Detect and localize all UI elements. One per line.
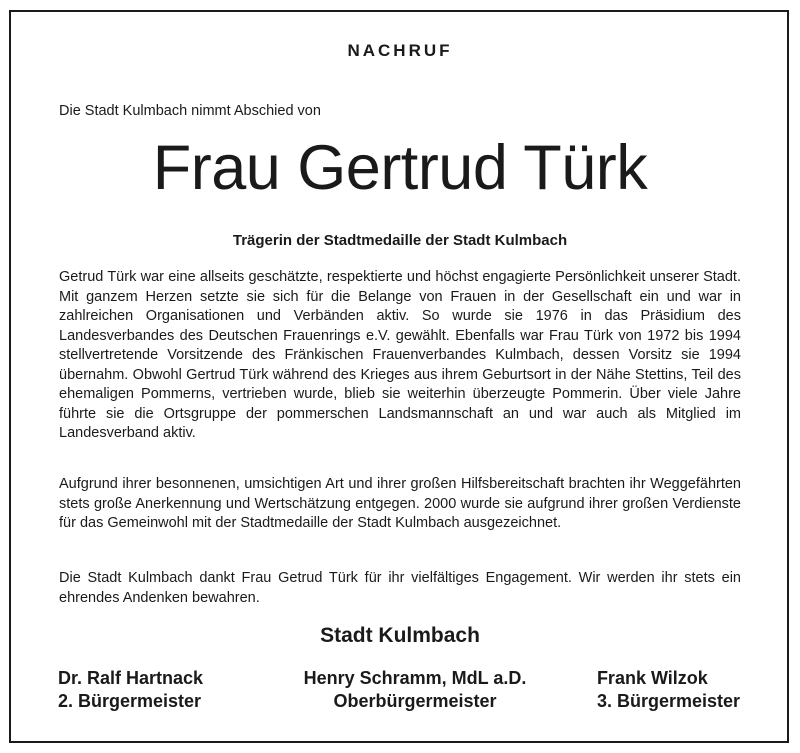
signatory-name: Dr. Ralf Hartnack [58,668,204,688]
obituary-paragraph-1: Getrud Türk war eine allseits geschätzte, respektierte und höchst engagierte Persönlichkeit unserer Stadt. Mit ganzem Herzen setzte sie sich für die Belange von Frauen in der Gesellschaft ein und war in zahlreichen Organisationen und Verbänden aktiv. So wurde sie 1976 in das Präsidium des Landesverbandes des Deutschen Frauenrings e.V. gewählt. Ebenfalls war Frau Türk von 1972 bis 1994 stellvertretende Vorsitzende des Fränkischen Frauenverbandes Kulmbach, dessen Vorsitz sie 1994 übernahm. Obwohl Gertrud Türk während des Krieges aus ihrem Geburtsort in der Nähe Stettins, Teil des ehemaligen Pommerns, vertrieben wurde, blieb sie weiterhin überzeugte Pommerin. Über viele Jahre führte sie die Ortsgruppe der pommerschen Landsmannschaft an und war auch als Mitglied im Landesverband aktiv. [59,269,741,441]
signatory-1 [58,667,203,713]
intro-line: Die Stadt Kulmbach nimmt Abschied von [59,103,321,119]
signatory-name: Henry Schramm, MdL a.D. [303,668,527,688]
honor-line: Trägerin der Stadtmedaille der Stadt Kulmbach [232,232,568,249]
signatory-title: Oberbürgermeister [333,691,497,711]
signatory-name: Frank Wilzok [596,668,708,688]
signatory-title: 2. Bürgermeister [58,691,202,711]
organization-name: Stadt Kulmbach [320,624,480,647]
signatory-3 [597,667,740,713]
obituary-paragraph-3: Die Stadt Kulmbach dankt Frau Getrud Türk für ihr vielfältiges Engagement. Wir werden ihr stets ein ehrendes Andenken bewahren. [59,570,741,606]
signatory-title: 3. Bürgermeister [596,691,740,711]
obituary-paragraph-2: Aufgrund ihrer besonnenen, umsichtigen Art und ihrer großen Hilfsbereitschaft brachten ihr Weggefährten stets große Anerkennung und Wertschätzung entgegen. 2000 wurde sie aufgrund ihrer großen Verdienste für das Gemeinwohl mit der Stadtmedaille der Stadt Kulmbach ausgezeichnet. [59,476,741,531]
deceased-name: Frau Gertrud Türk [152,133,648,203]
notice-heading: NACHRUF [347,41,453,60]
signatory-2 [270,667,560,713]
